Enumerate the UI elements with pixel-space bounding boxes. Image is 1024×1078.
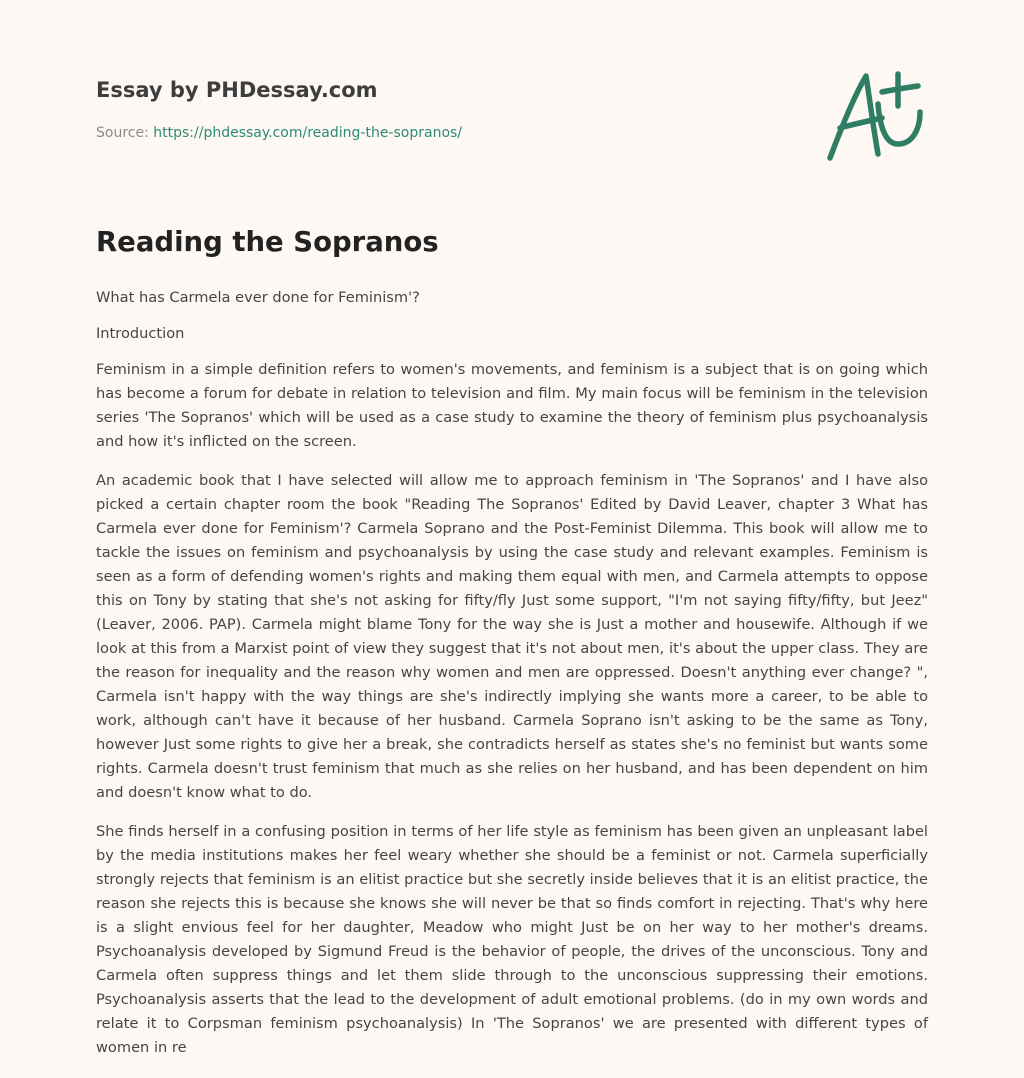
section-heading: Introduction	[96, 325, 185, 342]
a-plus-logo-icon	[820, 66, 930, 166]
paragraph: An academic book that I have selected will allow me to approach feminism in 'The Sopranos' and I have also picked a certain chapter room the book "Reading The Sopranos' Edited by David Leaver, chapter 3 What has Carmela ever done for Feminism'? Carmela Soprano and the Post-Feminist Dilemma. This book will allow me to tackle the issues on feminism and psychoanalysis by using the case study and relevant examples. Feminism is seen as a form of defending women's rights and making them equal with men, and Carmela attempts to oppose this on Tony by stating that she's not asking for fifty/fly Just some support, "I'm not saying fifty/fifty, but Jeez" (Leaver, 2006. PAP). Carmela might blame Tony for the way she is Just a mother and housewife. Although if we look at this from a Marxist point of view they suggest that it's not about men, it's about the upper class. They are the reason for inequality and the reason why women and men are oppressed. Doesn't anything ever change? ", Carmela isn't happy with the way things are she's indirectly implying she wants more a career, to be able to work, although can't have it because of her husband. Carmela Soprano isn't asking to be the same as Tony, however Just some rights to give her a break, she contradicts herself as states she's no feminist but wants some rights. Carmela doesn't trust feminism that much as she relies on her husband, and has been dependent on him and doesn't know what to do.	[96, 472, 928, 801]
essay-body	[96, 286, 928, 1075]
paragraph: She finds herself in a confusing position in terms of her life style as feminism has been given an unpleasant label by the media institutions makes her feel weary whether she should be a feminist or not. Carmela superficially strongly rejects that feminism is an elitist practice but she secretly inside believes that it is an elitist practice, the reason she rejects this is because she knows she will never be that so finds comfort in rejecting. That's why here is a slight envious feel for her daughter, Meadow who might Just be on her way to her mother's dreams. Psychoanalysis developed by Sigmund Freud is the behavior of people, the drives of the unconscious. Tony and Carmela often suppress things and let them slide through to the unconscious suppressing their emotions. Psychoanalysis asserts that the lead to the development of adult emotional problems. (do in my own words and relate it to Corpsman feminism psychoanalysis) In 'The Sopranos' we are presented with different types of women in re	[96, 823, 928, 1056]
page-header	[96, 78, 928, 141]
essay-subtitle: What has Carmela ever done for Feminism'?	[96, 289, 420, 306]
source-label: Source:	[96, 125, 154, 141]
paragraph: Feminism in a simple definition refers to women's movements, and feminism is a subject that is on going which has become a forum for debate in relation to television and film. My main focus will be feminism in the television series 'The Sopranos' which will be used as a case study to examine the theory of feminism plus psychoanalysis and how it's inflicted on the screen.	[96, 361, 928, 450]
essay-title: Reading the Sopranos	[96, 226, 439, 258]
source-link[interactable]: https://phdessay.com/reading-the-sopranos/	[153, 125, 463, 141]
source-line	[96, 125, 462, 141]
site-brand: Essay by PHDessay.com	[96, 78, 378, 102]
